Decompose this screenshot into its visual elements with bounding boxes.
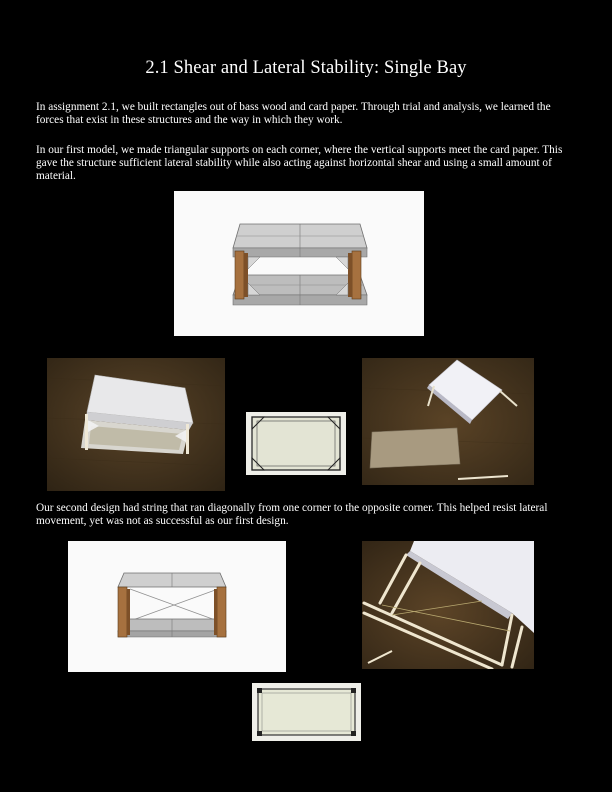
render-triangular-supports <box>174 191 424 336</box>
page-title: 2.1 Shear and Lateral Stability: Single Bay <box>145 58 467 78</box>
drawing-plan-triangles <box>246 412 346 475</box>
render-diagonal-string <box>68 541 286 672</box>
photo-string-model-closeup <box>362 541 534 669</box>
photo-model-parts <box>362 358 534 485</box>
paragraph-intro: In assignment 2.1, we built rectangles out of bass wood and card paper. Through trial and analysis, we learned the forces that exist in these structures and the way in which they work. <box>36 101 551 127</box>
photo-model-with-triangles <box>47 358 225 491</box>
paragraph-first-model: In our first model, we made triangular supports on each corner, where the vertical supports meet the card paper. This gave the structure sufficient lateral stability while also acting against horizontal shear and using a small amount of material. <box>36 144 563 183</box>
paragraph-second-design: Our second design had string that ran diagonally from one corner to the opposite corner. This helped resist lateral movement, yet was not as successful as our first design. <box>36 502 548 528</box>
drawing-plan-string <box>252 683 361 741</box>
